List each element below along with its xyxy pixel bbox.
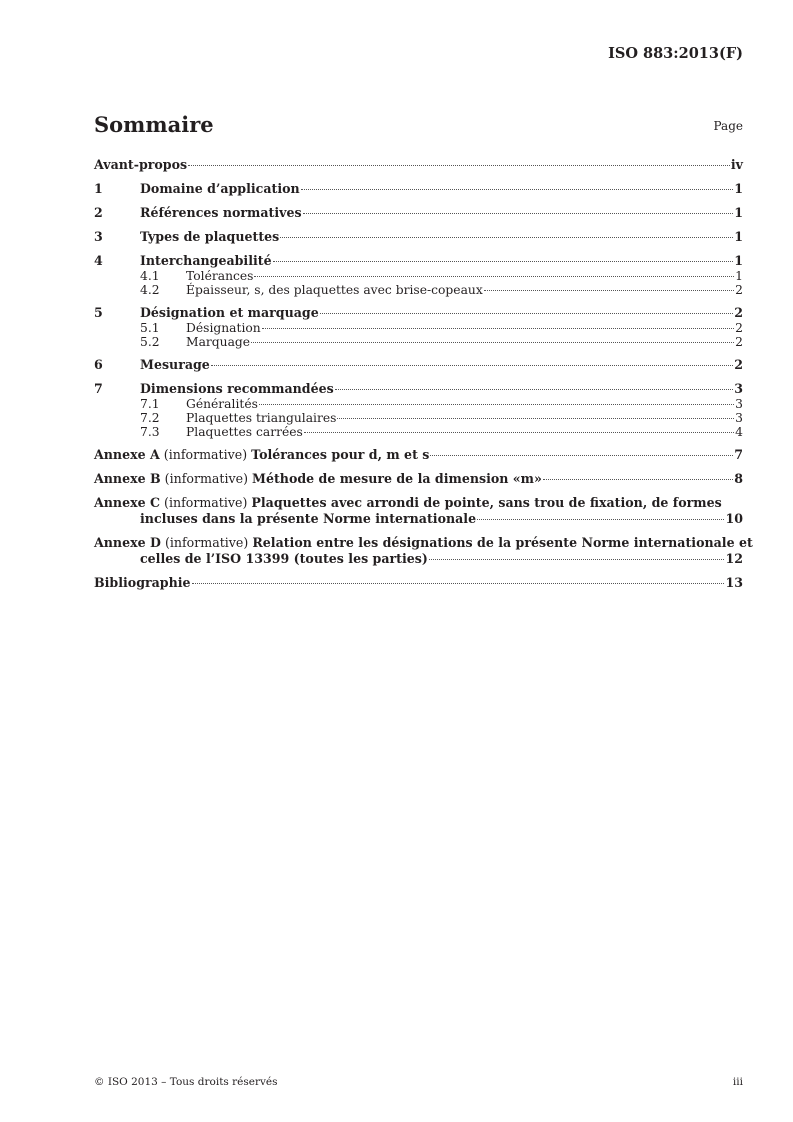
toc-entry-number: 5.2 (140, 335, 160, 349)
toc-entry-7-2[interactable] (94, 411, 743, 425)
annex-title-continued: incluses dans la présente Norme internationale (140, 511, 477, 526)
toc-entry-number: 6 (94, 357, 103, 372)
toc-entry-page: 2 (734, 305, 743, 320)
dot-leader (262, 328, 734, 329)
toc-entry-text: Interchangeabilité (140, 253, 272, 268)
toc-entry-4-1[interactable] (94, 269, 743, 283)
annex-title-continued: celles de l’ISO 13399 (toutes les parties) (140, 551, 428, 566)
toc-entry-page: 3 (735, 411, 743, 425)
toc-entry-page: 3 (735, 397, 743, 411)
annex-label: Annexe C (94, 495, 161, 510)
toc-entry-5-1[interactable] (94, 321, 743, 335)
annex-label: Annexe A (94, 447, 160, 462)
toc-entry-7-1[interactable] (94, 397, 743, 411)
dot-leader (251, 342, 734, 343)
toc-entry-page: 1 (734, 253, 743, 268)
dot-leader (429, 559, 725, 560)
copyright-notice: © ISO 2013 – Tous droits réservés (94, 1076, 278, 1088)
toc-entry-page: iv (730, 157, 743, 172)
dot-leader (543, 479, 733, 480)
annex-title: Tolérances pour d, m et s (251, 447, 430, 462)
toc-entry-text: Dimensions recommandées (140, 381, 334, 396)
toc-entry-6[interactable] (94, 357, 743, 373)
dot-leader (192, 583, 725, 584)
toc-entry-annex-b[interactable] (94, 471, 743, 487)
dot-leader (188, 165, 730, 166)
dot-leader (211, 365, 733, 366)
toc-entry-number: 7.2 (140, 411, 160, 425)
toc-entry-number: 4.2 (140, 283, 160, 297)
page-column-label: Page (713, 119, 743, 133)
toc-entry-text: Tolérances (186, 269, 254, 283)
toc-entry-number: 7.1 (140, 397, 160, 411)
toc-entry-text: Références normatives (140, 205, 302, 220)
dot-leader (335, 389, 734, 390)
toc-entry-number: 1 (94, 181, 103, 196)
toc-entry-7-3[interactable] (94, 425, 743, 439)
toc-entry-page: 1 (735, 269, 743, 283)
toc-entry-page: 3 (734, 381, 743, 396)
toc-entry-text: Plaquettes carrées (186, 425, 303, 439)
toc-entry-annex-d[interactable] (94, 535, 753, 567)
annex-title: Méthode de mesure de la dimension «m» (252, 471, 542, 486)
toc-entry-text: Marquage (186, 335, 251, 349)
annex-title: Relation entre les désignations de la présente Norme internationale et (252, 535, 753, 550)
table-of-contents (94, 152, 753, 591)
toc-entry-3[interactable] (94, 229, 743, 245)
dot-leader (280, 237, 733, 238)
toc-entry-page: 8 (734, 471, 743, 486)
dot-leader (304, 432, 734, 433)
annex-label: Annexe B (94, 471, 161, 486)
toc-entry-text: Épaisseur, s, des plaquettes avec brise-copeaux (186, 283, 483, 297)
toc-entry-number: 5 (94, 305, 103, 320)
toc-entry-text: Bibliographie (94, 575, 191, 590)
toc-entry-annex-c[interactable] (94, 495, 743, 527)
toc-entry-number: 7 (94, 381, 103, 396)
toc-entry-number: 5.1 (140, 321, 160, 335)
toc-entry-page: 13 (725, 575, 743, 590)
annex-type: (informative) (163, 447, 248, 462)
toc-entry-foreword[interactable] (94, 157, 743, 173)
toc-entry-1[interactable] (94, 181, 743, 197)
toc-entry-5[interactable] (94, 305, 743, 321)
toc-entry-number: 4 (94, 253, 103, 268)
toc-entry-page: 4 (735, 425, 743, 439)
toc-entry-annex-a[interactable] (94, 447, 743, 463)
page-number: iii (732, 1076, 743, 1088)
toc-entry-page: 2 (735, 321, 743, 335)
toc-entry-number: 3 (94, 229, 103, 244)
toc-entry-page: 2 (735, 335, 743, 349)
toc-entry-text: Domaine d’application (140, 181, 300, 196)
annex-type: (informative) (164, 535, 249, 550)
toc-entry-text: Désignation et marquage (140, 305, 319, 320)
toc-entry-text: Désignation (186, 321, 261, 335)
toc-entry-text: Types de plaquettes (140, 229, 280, 244)
dot-leader (301, 189, 734, 190)
dot-leader (477, 519, 724, 520)
dot-leader (259, 404, 734, 405)
dot-leader (320, 313, 733, 314)
annex-type: (informative) (164, 495, 248, 510)
toc-entry-page: 1 (734, 181, 743, 196)
toc-entry-4[interactable] (94, 253, 743, 269)
toc-entry-text: Plaquettes triangulaires (186, 411, 337, 425)
toc-entry-page: 10 (725, 511, 743, 526)
dot-leader (303, 213, 734, 214)
toc-entry-page: 1 (734, 205, 743, 220)
toc-entry-number: 4.1 (140, 269, 160, 283)
dot-leader (484, 290, 734, 291)
toc-entry-bibliography[interactable] (94, 575, 743, 591)
toc-entry-page: 1 (734, 229, 743, 244)
toc-entry-4-2[interactable] (94, 283, 743, 297)
toc-entry-text: Avant-propos (94, 157, 188, 172)
document-id: ISO 883:2013(F) (608, 45, 743, 62)
toc-entry-7[interactable] (94, 381, 743, 397)
dot-leader (273, 261, 734, 262)
toc-entry-text: Mesurage (140, 357, 210, 372)
dot-leader (254, 276, 734, 277)
annex-label: Annexe D (94, 535, 161, 550)
toc-entry-number: 2 (94, 205, 103, 220)
toc-entry-number: 7.3 (140, 425, 160, 439)
dot-leader (430, 455, 733, 456)
dot-leader (337, 418, 734, 419)
toc-entry-page: 2 (735, 283, 743, 297)
toc-entry-page: 7 (734, 447, 743, 462)
toc-entry-2[interactable] (94, 205, 743, 221)
toc-entry-page: 2 (734, 357, 743, 372)
toc-entry-text: Généralités (186, 397, 258, 411)
annex-type: (informative) (164, 471, 249, 486)
annex-title: Plaquettes avec arrondi de pointe, sans trou de fixation, de formes (251, 495, 722, 510)
toc-entry-page: 12 (725, 551, 743, 566)
toc-entry-5-2[interactable] (94, 335, 743, 349)
page-title: Sommaire (94, 112, 214, 137)
